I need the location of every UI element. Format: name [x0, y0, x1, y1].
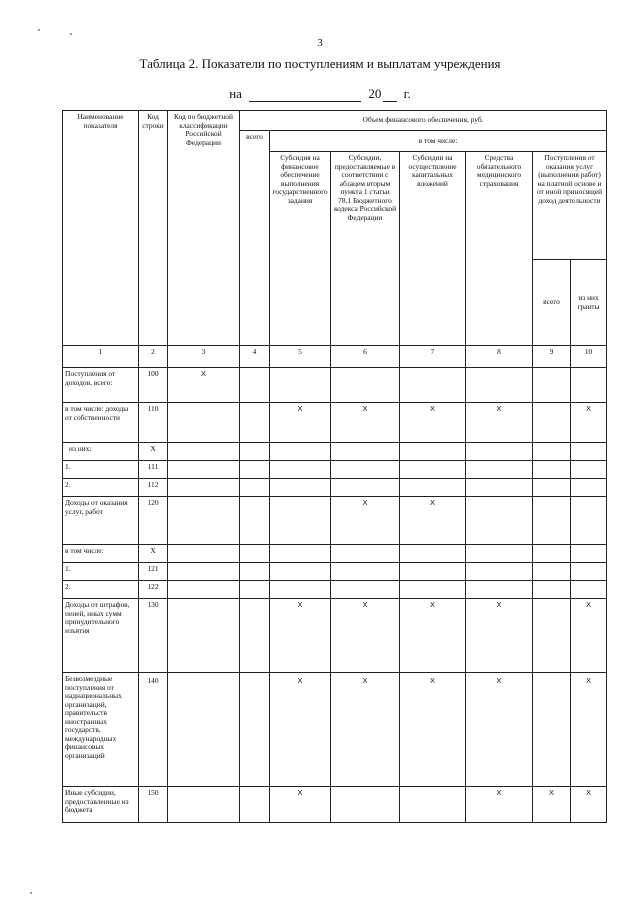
value-cell-col6[interactable]: X — [331, 673, 400, 787]
value-cell-col7[interactable] — [400, 545, 466, 563]
value-cell-col5[interactable] — [270, 497, 331, 545]
value-cell-col9[interactable] — [533, 403, 571, 443]
value-cell-col8[interactable] — [466, 368, 533, 403]
value-cell-col6[interactable] — [331, 461, 400, 479]
value-cell-col3[interactable] — [168, 787, 240, 823]
row-code: 110 — [139, 403, 168, 443]
value-cell-col8[interactable] — [466, 581, 533, 599]
table-row — [63, 673, 607, 787]
value-cell-col8[interactable] — [466, 461, 533, 479]
header-total: всего — [240, 131, 270, 346]
value-cell-col5[interactable]: X — [270, 599, 331, 673]
header-col9-10: Поступления от оказания услуг (выполнения работ) на платной основе и от иной приносящей доход деятельности — [533, 152, 607, 260]
row-code: 150 — [139, 787, 168, 823]
value-cell-col3[interactable] — [168, 581, 240, 599]
value-cell-col10[interactable]: X — [571, 673, 607, 787]
value-cell-col4[interactable] — [240, 545, 270, 563]
value-cell-col3[interactable] — [168, 497, 240, 545]
value-cell-col10[interactable] — [571, 581, 607, 599]
value-cell-col9[interactable] — [533, 563, 571, 581]
date-prefix: на — [229, 86, 242, 101]
scan-speck — [30, 892, 32, 894]
header-volume: Объем финансового обеспечения, руб. — [240, 111, 607, 131]
table-row — [63, 403, 607, 443]
value-cell-col8[interactable]: X — [466, 673, 533, 787]
value-cell-col10[interactable] — [571, 461, 607, 479]
value-cell-col6[interactable] — [331, 563, 400, 581]
value-cell-col4[interactable] — [240, 443, 270, 461]
value-cell-col9[interactable] — [533, 497, 571, 545]
row-indicator-name: Безвозмездные поступления от наднациональных организаций, правительств иностранных государств, международных финансовых организаций — [63, 673, 139, 787]
value-cell-col5[interactable] — [270, 461, 331, 479]
table-row — [63, 479, 607, 497]
column-number: 4 — [240, 346, 270, 368]
value-cell-col4[interactable] — [240, 497, 270, 545]
row-indicator-name: из них: — [63, 443, 139, 461]
scan-speck — [70, 33, 72, 35]
row-code: 111 — [139, 461, 168, 479]
value-cell-col7[interactable]: X — [400, 403, 466, 443]
value-cell-col10[interactable] — [571, 368, 607, 403]
header-including: в том числе: — [270, 131, 607, 152]
row-code: 112 — [139, 479, 168, 497]
table-row — [63, 497, 607, 545]
row-code: 120 — [139, 497, 168, 545]
row-code: X — [139, 443, 168, 461]
value-cell-col10[interactable] — [571, 497, 607, 545]
value-cell-col5[interactable]: X — [270, 787, 331, 823]
value-cell-col10[interactable] — [571, 563, 607, 581]
report-date-line — [0, 86, 640, 102]
value-cell-col4[interactable] — [240, 673, 270, 787]
value-cell-col6[interactable] — [331, 581, 400, 599]
value-cell-col10[interactable] — [571, 443, 607, 461]
value-cell-col5[interactable]: X — [270, 403, 331, 443]
value-cell-col5[interactable] — [270, 545, 331, 563]
row-code: 122 — [139, 581, 168, 599]
value-cell-col7[interactable]: X — [400, 599, 466, 673]
table-row — [63, 563, 607, 581]
page-number: 3 — [317, 37, 323, 49]
header-col10: из них гранты — [571, 260, 607, 346]
row-indicator-name: в том числе: — [63, 545, 139, 563]
value-cell-col6[interactable] — [331, 479, 400, 497]
value-cell-col10[interactable]: X — [571, 599, 607, 673]
value-cell-col10[interactable] — [571, 479, 607, 497]
value-cell-col8[interactable] — [466, 545, 533, 563]
header-col9: всего — [533, 260, 571, 346]
header-code: Код строки — [139, 111, 168, 346]
value-cell-col9[interactable] — [533, 461, 571, 479]
scan-speck — [38, 29, 40, 31]
row-code: X — [139, 545, 168, 563]
value-cell-col5[interactable] — [270, 443, 331, 461]
value-cell-col8[interactable] — [466, 563, 533, 581]
value-cell-col9[interactable] — [533, 673, 571, 787]
value-cell-col9[interactable] — [533, 443, 571, 461]
value-cell-col7[interactable] — [400, 563, 466, 581]
row-indicator-name: 1. — [63, 563, 139, 581]
value-cell-col6[interactable] — [331, 545, 400, 563]
value-cell-col7[interactable] — [400, 443, 466, 461]
value-cell-col8[interactable] — [466, 443, 533, 461]
value-cell-col5[interactable]: X — [270, 673, 331, 787]
value-cell-col6[interactable]: X — [331, 497, 400, 545]
value-cell-col6[interactable] — [331, 443, 400, 461]
year-blank[interactable] — [383, 89, 397, 102]
value-cell-col6[interactable]: X — [331, 599, 400, 673]
header-col5: Субсидия на финансовое обеспечение выполнения государственного задания — [270, 152, 331, 346]
date-suffix: г. — [403, 86, 411, 101]
value-cell-col3[interactable] — [168, 403, 240, 443]
column-number: 2 — [139, 346, 168, 368]
column-number: 10 — [571, 346, 607, 368]
value-cell-col3[interactable] — [168, 479, 240, 497]
table-row — [63, 461, 607, 479]
header-col8: Средства обязательного медицинского страхования — [466, 152, 533, 346]
table-row — [63, 368, 607, 403]
row-indicator-name: 2. — [63, 581, 139, 599]
value-cell-col9[interactable] — [533, 545, 571, 563]
value-cell-col6[interactable] — [331, 368, 400, 403]
value-cell-col3[interactable] — [168, 563, 240, 581]
row-code: 140 — [139, 673, 168, 787]
value-cell-col8[interactable] — [466, 479, 533, 497]
value-cell-col7[interactable] — [400, 479, 466, 497]
value-cell-col9[interactable] — [533, 479, 571, 497]
value-cell-col10[interactable]: X — [571, 403, 607, 443]
value-cell-col7[interactable]: X — [400, 673, 466, 787]
value-cell-col5[interactable] — [270, 479, 331, 497]
value-cell-col5[interactable] — [270, 368, 331, 403]
value-cell-col9[interactable] — [533, 368, 571, 403]
table-title: Таблица 2. Показатели по поступлениям и выплатам учреждения — [139, 56, 501, 71]
value-cell-col7[interactable] — [400, 787, 466, 823]
row-indicator-name: в том числе: доходы от собственности — [63, 403, 139, 443]
header-col6: Субсидии, предоставляемые в соответствии с абзацем вторым пункта 1 статьи 78.1 Бюджетного кодекса Российской Федерации — [331, 152, 400, 346]
value-cell-col4[interactable] — [240, 787, 270, 823]
value-cell-col5[interactable] — [270, 563, 331, 581]
value-cell-col3[interactable]: X — [168, 368, 240, 403]
value-cell-col4[interactable] — [240, 581, 270, 599]
column-number: 5 — [270, 346, 331, 368]
column-number: 6 — [331, 346, 400, 368]
row-indicator-name: Доходы от оказания услуг, работ — [63, 497, 139, 545]
value-cell-col9[interactable]: X — [533, 787, 571, 823]
value-cell-col8[interactable]: X — [466, 787, 533, 823]
table-row — [63, 599, 607, 673]
value-cell-col7[interactable] — [400, 461, 466, 479]
header-name: Наименование показателя — [63, 111, 139, 346]
value-cell-col8[interactable]: X — [466, 599, 533, 673]
table-row — [63, 581, 607, 599]
value-cell-col4[interactable] — [240, 368, 270, 403]
column-number: 7 — [400, 346, 466, 368]
row-indicator-name: Иные субсидии, предоставленные из бюджета — [63, 787, 139, 823]
row-code: 130 — [139, 599, 168, 673]
column-number: 3 — [168, 346, 240, 368]
value-cell-col3[interactable] — [168, 461, 240, 479]
value-cell-col7[interactable] — [400, 368, 466, 403]
row-code: 121 — [139, 563, 168, 581]
row-indicator-name: 1. — [63, 461, 139, 479]
table-body — [63, 368, 607, 823]
header-col7: Субсидии на осуществление капитальных вложений — [400, 152, 466, 346]
value-cell-col4[interactable] — [240, 461, 270, 479]
column-number: 1 — [63, 346, 139, 368]
value-cell-col9[interactable] — [533, 581, 571, 599]
value-cell-col10[interactable] — [571, 545, 607, 563]
row-indicator-name: 2. — [63, 479, 139, 497]
value-cell-col3[interactable] — [168, 673, 240, 787]
row-indicator-name: Поступления от доходов, всего: — [63, 368, 139, 403]
value-cell-col4[interactable] — [240, 479, 270, 497]
header-budget-code: Код по бюджетной классификации Российской Федерации — [168, 111, 240, 346]
date-year: 20 — [368, 86, 382, 101]
value-cell-col9[interactable] — [533, 599, 571, 673]
value-cell-col3[interactable] — [168, 599, 240, 673]
value-cell-col6[interactable]: X — [331, 403, 400, 443]
row-code: 100 — [139, 368, 168, 403]
receipts-payments-table — [62, 110, 607, 823]
value-cell-col7[interactable]: X — [400, 497, 466, 545]
value-cell-col7[interactable] — [400, 581, 466, 599]
value-cell-col4[interactable] — [240, 599, 270, 673]
value-cell-col5[interactable] — [270, 581, 331, 599]
value-cell-col10[interactable]: X — [571, 787, 607, 823]
value-cell-col4[interactable] — [240, 563, 270, 581]
value-cell-col8[interactable]: X — [466, 403, 533, 443]
table-row — [63, 545, 607, 563]
column-number: 8 — [466, 346, 533, 368]
value-cell-col3[interactable] — [168, 443, 240, 461]
date-blank[interactable] — [249, 89, 361, 102]
column-number: 9 — [533, 346, 571, 368]
table-row — [63, 787, 607, 823]
value-cell-col8[interactable] — [466, 497, 533, 545]
value-cell-col6[interactable] — [331, 787, 400, 823]
value-cell-col4[interactable] — [240, 403, 270, 443]
value-cell-col3[interactable] — [168, 545, 240, 563]
table-row — [63, 443, 607, 461]
row-indicator-name: Доходы от штрафов, пеней, иных сумм принудительного изъятия — [63, 599, 139, 673]
